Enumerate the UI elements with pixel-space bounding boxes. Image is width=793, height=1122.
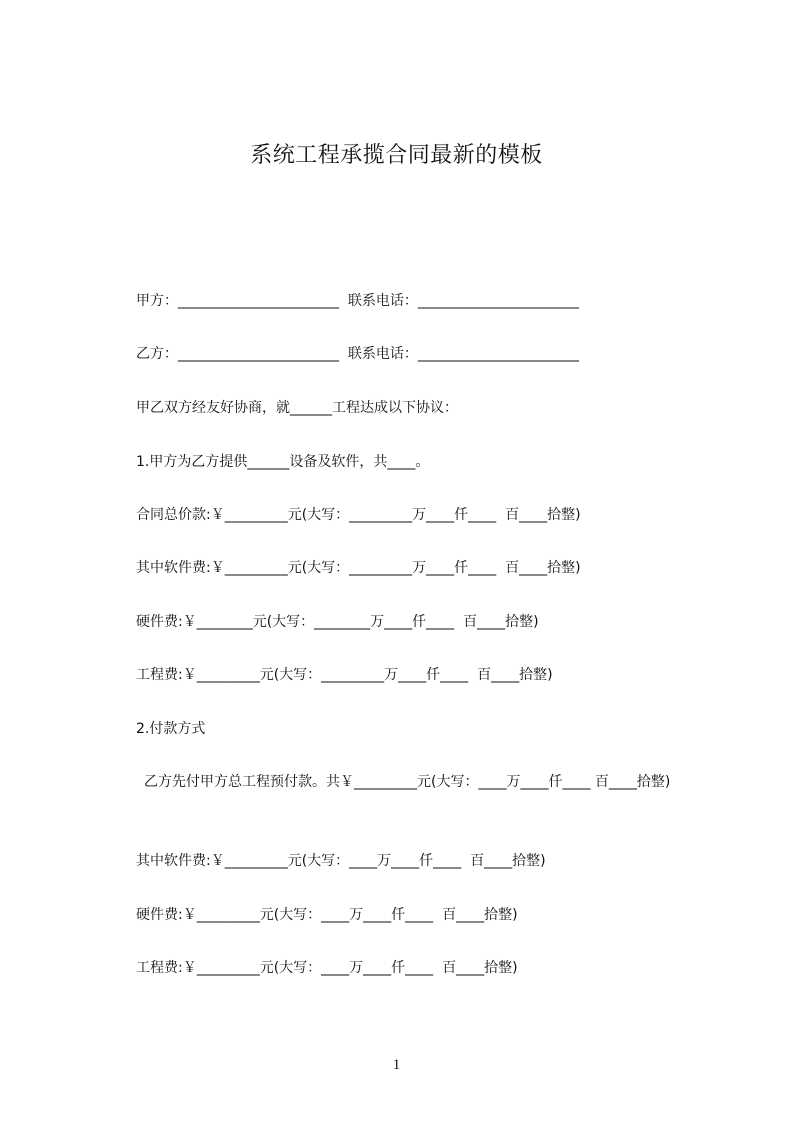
clause-1-line: 1.甲方为乙方提供______设备及软件，共____。 [136,454,430,470]
hardware-fee-line: 硬件费:￥________元(大写：________万____仟____ 百____拾整) [136,614,539,630]
advance-engineering-fee-line: 工程费:￥_________元(大写：____万____仟____ 百____拾整) [136,960,518,976]
advance-payment-text: 乙方先付甲方总工程预付款。共￥_________元(大写：____万____仟____ 百____拾整) [144,774,671,790]
document-title: 系统工程承揽合同最新的模板 [250,143,543,168]
engineering-fee-line: 工程费:￥_________元(大写：_________万____仟____ 百____拾整) [136,667,553,683]
software-fee-line: 其中软件费:￥_________元(大写：_________万____仟____ 百____拾整) [136,560,581,576]
page-number: 1 [392,1057,401,1073]
total-price-line: 合同总价款:￥_________元(大写：_________万____仟____ 百____拾整) [136,507,581,523]
advance-hardware-fee-line: 硬件费:￥_________元(大写：____万____仟____ 百____拾整) [136,907,518,923]
advance-payment-paragraph [104,772,704,792]
party-a-line: 甲方：_______________________ 联系电话：_______________________ [136,293,579,309]
party-b-line: 乙方：_______________________ 联系电话：_______________________ [136,346,579,362]
advance-software-fee-line: 其中软件费:￥_________元(大写：____万____仟____ 百____拾整) [136,853,546,869]
clause-2-heading: 2.付款方式 [136,721,206,737]
agreement-intro-line: 甲乙双方经友好协商，就______工程达成以下协议： [136,400,458,416]
